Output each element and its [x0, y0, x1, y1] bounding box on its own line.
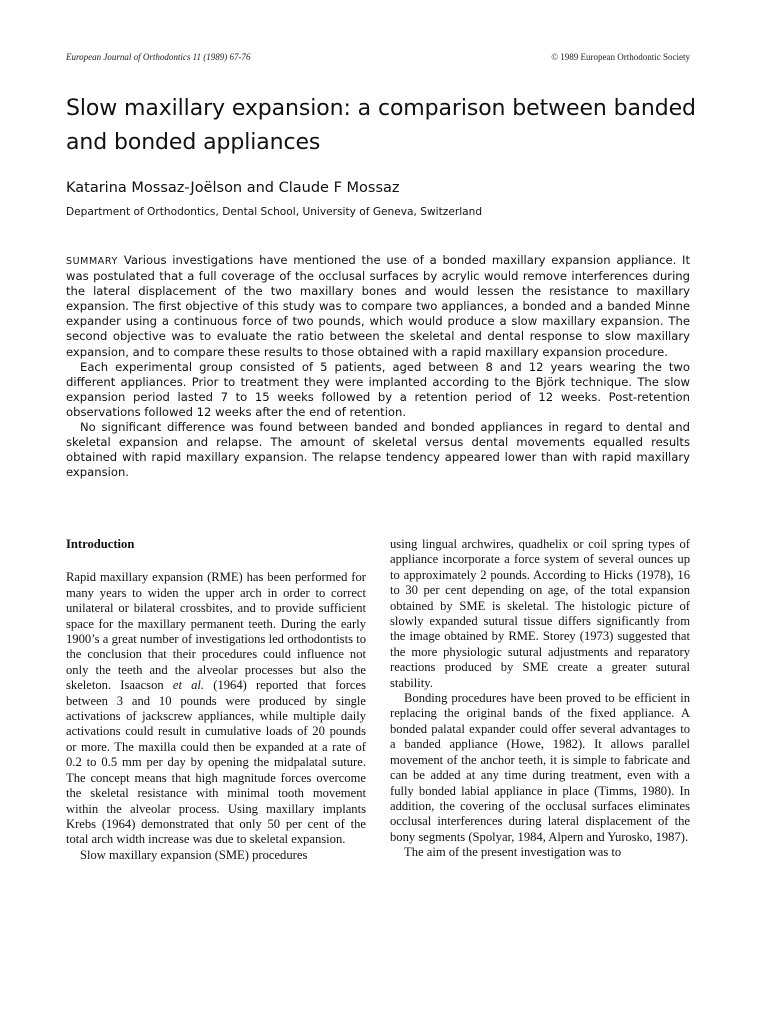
- body-paragraph: using lingual archwires, quadhelix or coil spring types of appliance incorporate a force system of several ounces up to approximately 2 pounds. According to Hicks (1978), 16 to 30 per cent depending on age, of the total expansion obtained by SME is skeletal. The histologic picture of slowly expanded sutural tissue differs significantly from the image obtained by RME. Storey (1973) suggested that the more physiologic sutural adjustments and reparatory reactions produced by SME create a greater sutural stability.: [390, 537, 690, 690]
- body-paragraph: Slow maxillary expansion (SME) procedures: [80, 847, 308, 862]
- summary-text: Various investigations have mentioned the use of a bonded maxillary expansion appliance. It was postulated that a full coverage of the occlusal surfaces by acrylic would remove interferences during the lateral displacement of the two maxillary bones and would lessen the resistance to maxillary expansion. The first objective of this study was to compare two appliances, a bonded and a banded Minne expander using a continuous force of two pounds, which would produce a slow maxillary expansion. The second objective was to evaluate the ratio between the skeletal and dental response to slow maxillary expansion, and to compare these results to those obtained with a rapid maxillary expansion procedure.: [66, 253, 690, 359]
- journal-citation: European Journal of Orthodontics 11 (1989) 67-76: [66, 52, 251, 62]
- summary-paragraph: [66, 253, 690, 360]
- summary-label: SUMMARY: [66, 256, 118, 267]
- body-text: (1964) reported that forces between 3 and 10 pounds were produced by single activations of jackscrew appliances, while multiple daily activations could result in cumulative loads of 20 pounds or more. The maxilla could then be expanded at a rate of 0.2 to 0.5 mm per day by opening the midpalatal suture. The concept means that high magnitude forces overcome the skeletal resistance with minimal tooth movement within the alveolar process. Using maxillary implants Krebs (1964) demonstrated that only 50 per cent of the total arch width increase was due to skeletal expansion.: [66, 678, 366, 847]
- body-paragraph: [66, 570, 366, 847]
- article-title: Slow maxillary expansion: a comparison between banded and bonded appliances: [66, 96, 696, 155]
- article-authors: Katarina Mossaz-Joëlson and Claude F Mossaz: [66, 180, 400, 196]
- body-paragraph: Bonding procedures have been proved to be efficient in replacing the original bands of the fixed appliance. A bonded palatal expander could offer several advantages to a banded appliance (Howe, 1982). It allows parallel movement of the anchor teeth, it is simple to fabricate and can be added at any time during treatment, even with a fully bonded labial appliance in place (Timms, 1980). In addition, the covering of the occlusal surfaces eliminates occlusal interferences during lateral displacement of the bony segments (Spolyar, 1984, Alpern and Yurosko, 1987).: [390, 691, 690, 844]
- body-column-right: [390, 537, 690, 861]
- et-al-italic: et al.: [172, 678, 205, 693]
- section-heading-introduction: Introduction: [66, 537, 135, 551]
- running-head: [66, 52, 690, 62]
- copyright-notice: © 1989 European Orthodontic Society: [551, 52, 690, 62]
- summary-paragraph: Each experimental group consisted of 5 patients, aged between 8 and 12 years wearing the two different appliances. Prior to treatment they were implanted according to the Björk technique. The slow expansion period lasted 7 to 15 weeks followed by a retention period of 12 weeks. Post-retention observations followed 12 weeks after the end of retention.: [66, 359, 690, 419]
- body-text: Rapid maxillary expansion (RME) has been performed for many years to widen the upper arch in order to correct unilateral or bilateral crossbites, and to provide sufficient space for the maxillary permanent teeth. During the early 1900’s a great number of investigations led orthodontists to the conclusion that their procedures could influence not only the teeth and the alveolar processes but also the skeleton. Isaacson: [66, 570, 366, 693]
- author-affiliation: Department of Orthodontics, Dental School, University of Geneva, Switzerland: [66, 206, 483, 218]
- summary-abstract: [66, 253, 690, 480]
- body-paragraph: The aim of the present investigation was to: [404, 845, 622, 860]
- body-column-left: [66, 537, 366, 863]
- summary-paragraph: No significant difference was found between banded and bonded appliances in regard to dental and skeletal expansion and relapse. The amount of skeletal versus dental movements equalled results obtained with rapid maxillary expansion. The relapse tendency appeared lower than with rapid maxillary expansion.: [66, 420, 690, 480]
